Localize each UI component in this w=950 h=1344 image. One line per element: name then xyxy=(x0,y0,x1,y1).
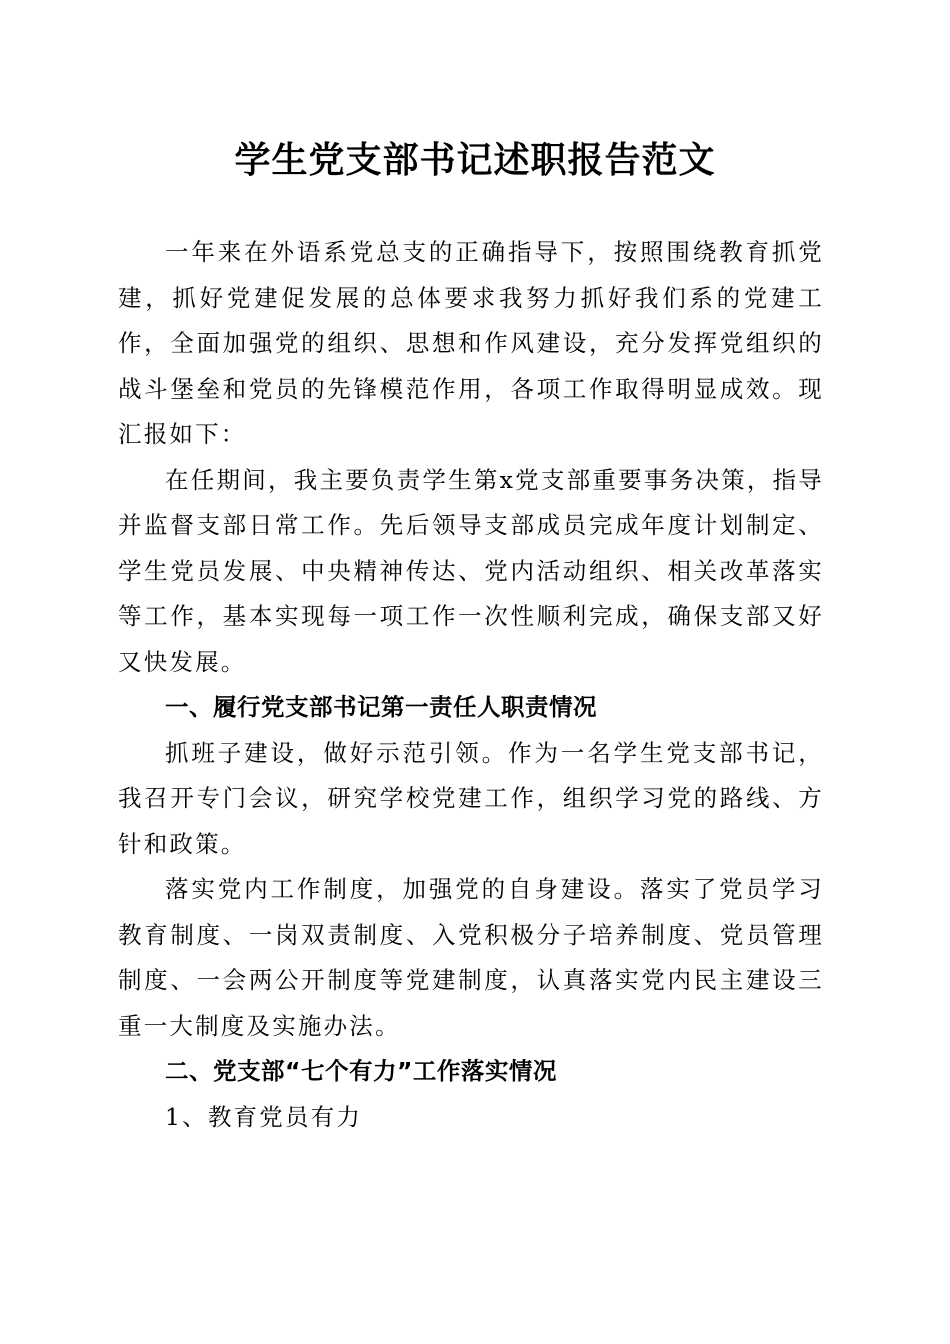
section-2-item: 1、教育党员有力 xyxy=(165,1102,363,1131)
section-1-paragraph: 抓班子建设，做好示范引领。作为一名学生党支部书记，我召开专门会议，研究学校党建工作，组织学习党的路线、方针和政策。 xyxy=(118,738,824,858)
section-2-heading: 二、党支部“七个有力”工作落实情况 xyxy=(165,1057,557,1085)
duties-paragraph: 在任期间，我主要负责学生第x党支部重要事务决策，指导并监督支部日常工作。先后领导支部成员完成年度计划制定、学生党员发展、中央精神传达、党内活动组织、相关改革落实等工作，基本实现每一项工作一次性顺利完成，确保支部又好又快发展。 xyxy=(118,465,824,676)
document-title: 学生党支部书记述职报告范文 xyxy=(234,139,716,181)
section-1-heading: 一、履行党支部书记第一责任人职责情况 xyxy=(165,693,597,721)
section-1-paragraph: 落实党内工作制度，加强党的自身建设。落实了党员学习教育制度、一岗双责制度、入党积极分子培养制度、党员管理制度、一会两公开制度等党建制度，认真落实党内民主建设三重一大制度及实施办法。 xyxy=(118,875,824,1040)
intro-paragraph: 一年来在外语系党总支的正确指导下，按照围绕教育抓党建，抓好党建促发展的总体要求我努力抓好我们系的党建工作，全面加强党的组织、思想和作风建设，充分发挥党组织的战斗堡垒和党员的先锋模范作用，各项工作取得明显成效。现汇报如下： xyxy=(118,238,824,448)
document-body xyxy=(118,230,824,1140)
